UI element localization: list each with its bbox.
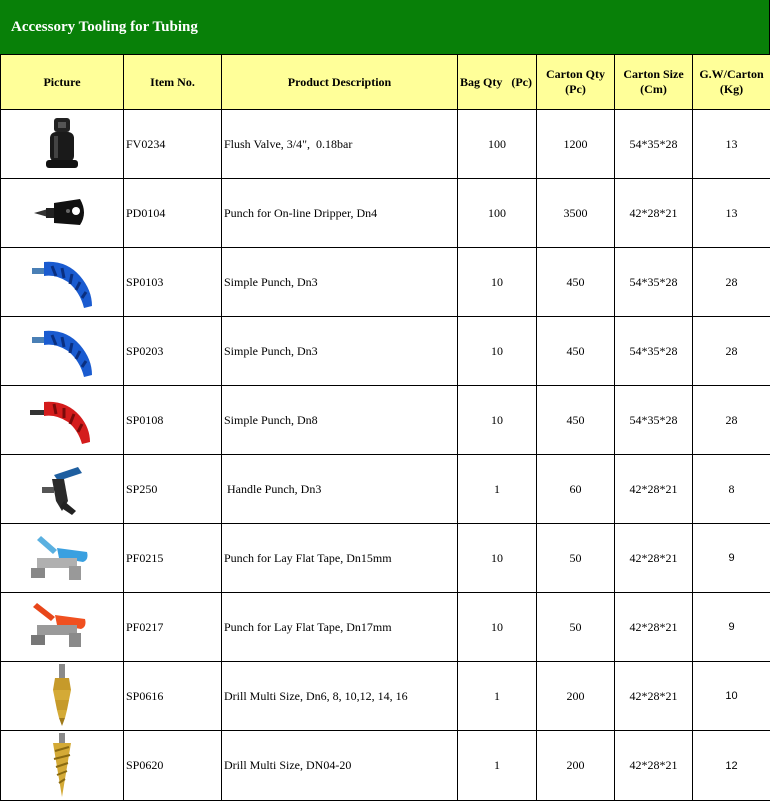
bag-qty-cell: 10 xyxy=(458,593,537,662)
description-cell: Simple Punch, Dn3 xyxy=(222,317,458,386)
carton-qty-cell: 450 xyxy=(537,386,615,455)
header-picture: Picture xyxy=(1,55,124,110)
bag-qty-cell: 10 xyxy=(458,248,537,317)
carton-size-cell: 42*28*21 xyxy=(615,731,693,801)
gw-carton-cell: 28 xyxy=(693,386,770,455)
carton-qty-cell: 200 xyxy=(537,662,615,731)
carton-size-cell: 42*28*21 xyxy=(615,179,693,248)
product-picture xyxy=(1,593,124,662)
step-drill-icon xyxy=(1,664,123,728)
red-punch-icon xyxy=(1,392,123,448)
product-picture xyxy=(1,524,124,593)
product-picture xyxy=(1,386,124,455)
bag-qty-cell: 100 xyxy=(458,179,537,248)
gw-carton-cell: 9 xyxy=(693,524,770,593)
description-cell: Punch for On-line Dripper, Dn4 xyxy=(222,179,458,248)
step-drill-spiral-icon xyxy=(1,733,123,799)
header-carton-size: Carton Size (Cm) xyxy=(615,55,693,110)
item-no-cell: PF0217 xyxy=(124,593,222,662)
table-row xyxy=(1,248,770,317)
product-picture xyxy=(1,662,124,731)
product-picture xyxy=(1,110,124,179)
gw-carton-cell: 8 xyxy=(693,455,770,524)
carton-size-cell: 42*28*21 xyxy=(615,593,693,662)
gw-carton-cell: 12 xyxy=(693,731,770,801)
bag-qty-cell: 100 xyxy=(458,110,537,179)
carton-size-cell: 42*28*21 xyxy=(615,662,693,731)
carton-size-cell: 42*28*21 xyxy=(615,524,693,593)
table-row xyxy=(1,455,770,524)
gw-carton-cell: 13 xyxy=(693,179,770,248)
header-item-no: Item No. xyxy=(124,55,222,110)
description-cell: Punch for Lay Flat Tape, Dn17mm xyxy=(222,593,458,662)
item-no-cell: FV0234 xyxy=(124,110,222,179)
item-no-cell: SP0616 xyxy=(124,662,222,731)
bag-qty-cell: 1 xyxy=(458,455,537,524)
carton-size-cell: 54*35*28 xyxy=(615,110,693,179)
gw-carton-cell: 28 xyxy=(693,248,770,317)
bag-qty-cell: 10 xyxy=(458,317,537,386)
header-gw-carton: G.W/Carton (Kg) xyxy=(693,55,770,110)
description-cell: Handle Punch, Dn3 xyxy=(222,455,458,524)
description-cell: Simple Punch, Dn3 xyxy=(222,248,458,317)
header-bag-qty: Bag Qty (Pc) xyxy=(458,55,537,110)
table-row xyxy=(1,110,770,179)
lay-flat-punch-orange-icon xyxy=(1,599,123,655)
gw-carton-cell: 28 xyxy=(693,317,770,386)
bag-qty-cell: 1 xyxy=(458,731,537,801)
carton-size-cell: 42*28*21 xyxy=(615,455,693,524)
description-cell: Punch for Lay Flat Tape, Dn15mm xyxy=(222,524,458,593)
table-row xyxy=(1,179,770,248)
header-carton-qty: Carton Qty (Pc) xyxy=(537,55,615,110)
table-row xyxy=(1,731,770,801)
item-no-cell: PD0104 xyxy=(124,179,222,248)
product-picture xyxy=(1,731,124,801)
description-cell: Flush Valve, 3/4", 0.18bar xyxy=(222,110,458,179)
bag-qty-cell: 10 xyxy=(458,386,537,455)
table-row xyxy=(1,524,770,593)
header-row xyxy=(1,55,770,110)
table-row xyxy=(1,317,770,386)
description-cell: Simple Punch, Dn8 xyxy=(222,386,458,455)
item-no-cell: SP250 xyxy=(124,455,222,524)
gw-carton-cell: 10 xyxy=(693,662,770,731)
carton-qty-cell: 1200 xyxy=(537,110,615,179)
carton-qty-cell: 450 xyxy=(537,317,615,386)
table-row xyxy=(1,386,770,455)
bag-qty-cell: 10 xyxy=(458,524,537,593)
blue-punch-icon xyxy=(1,323,123,379)
carton-size-cell: 54*35*28 xyxy=(615,317,693,386)
page-title: Accessory Tooling for Tubing xyxy=(11,19,198,36)
table-row xyxy=(1,593,770,662)
flush-valve-icon xyxy=(1,116,123,172)
carton-qty-cell: 50 xyxy=(537,593,615,662)
description-cell: Drill Multi Size, Dn6, 8, 10,12, 14, 16 xyxy=(222,662,458,731)
table-row xyxy=(1,662,770,731)
item-no-cell: SP0108 xyxy=(124,386,222,455)
header-description: Product Description xyxy=(222,55,458,110)
carton-qty-cell: 200 xyxy=(537,731,615,801)
product-picture xyxy=(1,248,124,317)
dripper-punch-icon xyxy=(1,193,123,233)
bag-qty-cell: 1 xyxy=(458,662,537,731)
gw-carton-cell: 9 xyxy=(693,593,770,662)
product-picture xyxy=(1,179,124,248)
carton-qty-cell: 3500 xyxy=(537,179,615,248)
handle-punch-icon xyxy=(1,461,123,517)
gw-carton-cell: 13 xyxy=(693,110,770,179)
item-no-cell: SP0620 xyxy=(124,731,222,801)
item-no-cell: SP0103 xyxy=(124,248,222,317)
item-no-cell: PF0215 xyxy=(124,524,222,593)
lay-flat-punch-blue-icon xyxy=(1,530,123,586)
item-no-cell: SP0203 xyxy=(124,317,222,386)
description-cell: Drill Multi Size, DN04-20 xyxy=(222,731,458,801)
carton-size-cell: 54*35*28 xyxy=(615,386,693,455)
carton-qty-cell: 50 xyxy=(537,524,615,593)
carton-qty-cell: 60 xyxy=(537,455,615,524)
title-bar xyxy=(0,0,770,54)
blue-punch-icon xyxy=(1,254,123,310)
carton-qty-cell: 450 xyxy=(537,248,615,317)
product-picture xyxy=(1,317,124,386)
carton-size-cell: 54*35*28 xyxy=(615,248,693,317)
product-table xyxy=(0,54,770,801)
product-picture xyxy=(1,455,124,524)
